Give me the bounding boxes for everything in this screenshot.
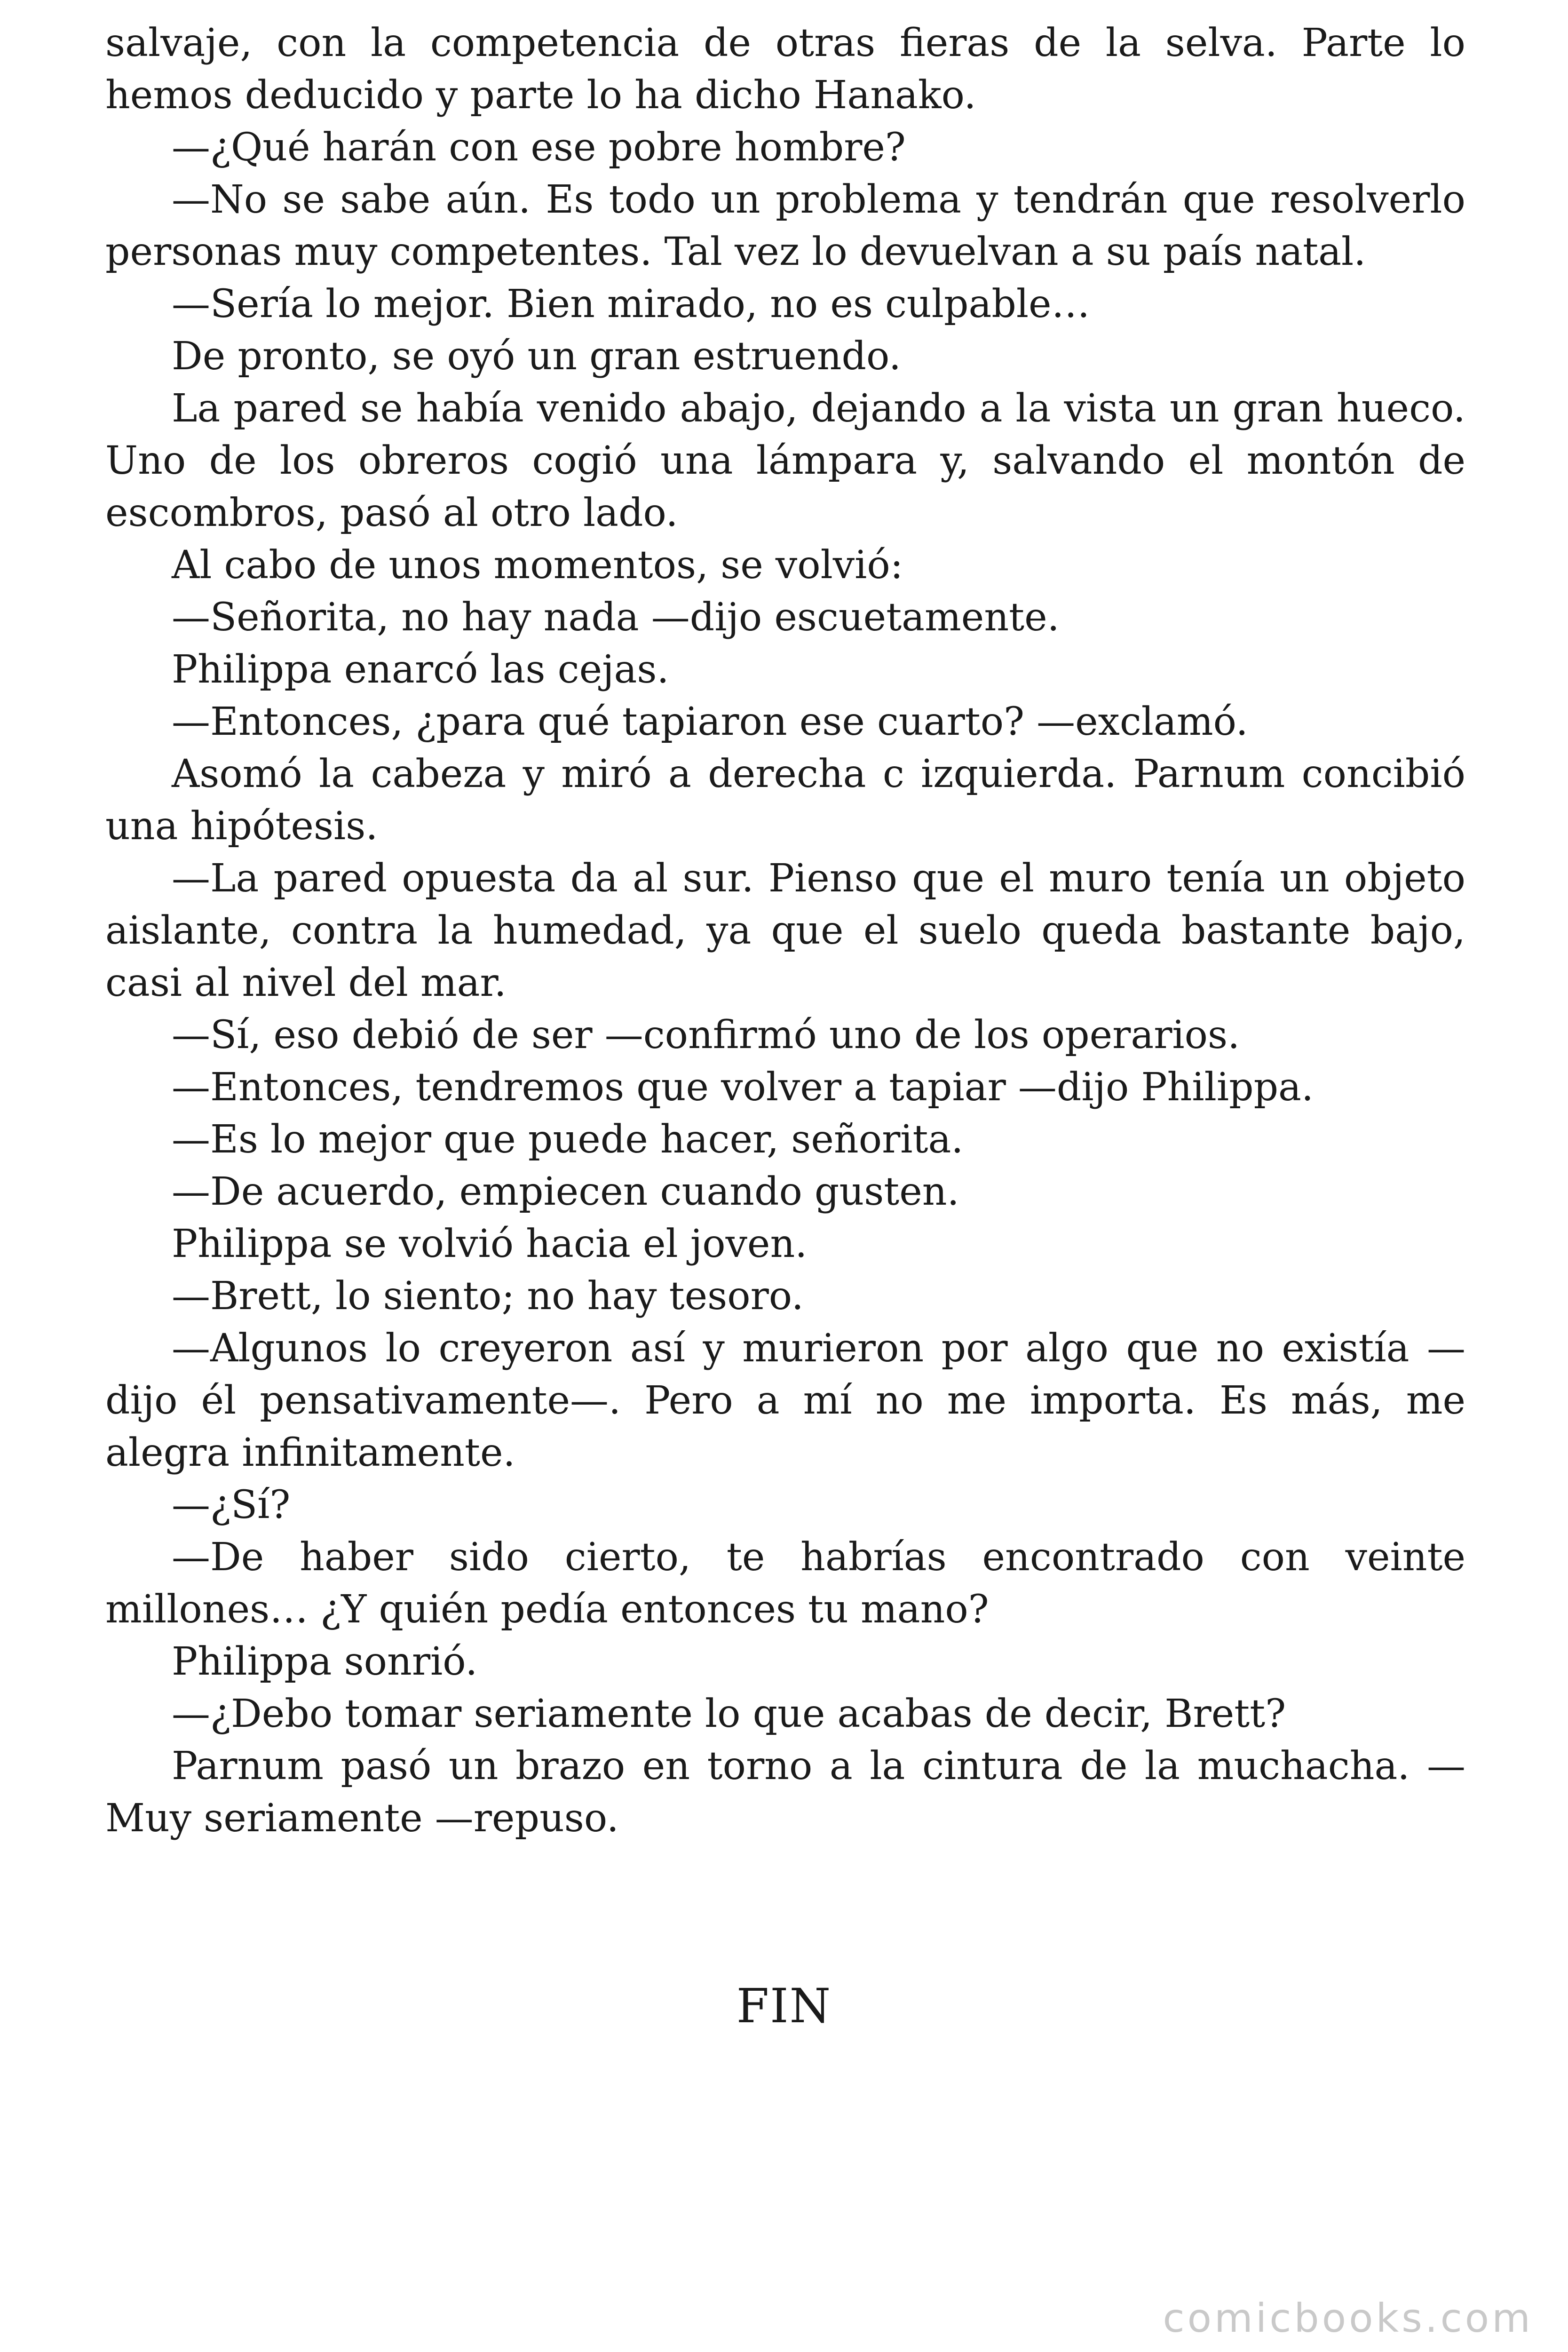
paragraph: De pronto, se oyó un gran estruendo. — [172, 334, 901, 379]
paragraph: —¿Sí? — [172, 1483, 291, 1527]
paragraph: Asomó la cabeza y miró a derecha c izquierda. Parnum concibió una hipótesis. — [105, 752, 1465, 849]
end-heading: FIN — [736, 1979, 832, 2034]
paragraph: —No se sabe aún. Es todo un problema y tendrán que resolverlo personas muy competentes. Tal vez lo devuelvan a su país natal. — [105, 177, 1465, 274]
paragraph: —Entonces, tendremos que volver a tapiar —dijo Philippa. — [172, 1065, 1314, 1110]
paragraph: salvaje, con la competencia de otras fieras de la selva. Parte lo hemos deducido y parte lo ha dicho Hanako. — [105, 21, 1465, 118]
paragraph: Philippa enarcó las cejas. — [172, 647, 669, 692]
paragraph: Parnum pasó un brazo en torno a la cintura de la muchacha. —Muy seriamente —repuso. — [105, 1744, 1465, 1841]
paragraph: —Señorita, no hay nada —dijo escuetamente. — [172, 595, 1060, 640]
paragraph: —Sí, eso debió de ser —confirmó uno de los operarios. — [172, 1013, 1240, 1057]
paragraph: —La pared opuesta da al sur. Pienso que el muro tenía un objeto aislante, contra la humedad, ya que el suelo queda bastante bajo, casi al nivel del mar. — [105, 856, 1465, 1005]
paragraph: —¿Qué harán con ese pobre hombre? — [172, 125, 906, 170]
paragraph: La pared se había venido abajo, dejando a la vista un gran hueco. Uno de los obreros cogió una lámpara y, salvando el montón de escombros, pasó al otro lado. — [105, 386, 1465, 535]
paragraph: —Brett, lo siento; no hay tesoro. — [172, 1274, 804, 1319]
paragraph: —Es lo mejor que puede hacer, señorita. — [172, 1117, 964, 1162]
paragraph: —De acuerdo, empiecen cuando gusten. — [172, 1169, 959, 1214]
watermark-text: comicbooks.com — [1163, 2295, 1533, 2341]
paragraph: —Sería lo mejor. Bien mirado, no es culpable… — [172, 282, 1090, 326]
paragraph: —De haber sido cierto, te habrías encontrado con veinte millones… ¿Y quién pedía entonces tu mano? — [105, 1535, 1465, 1632]
paragraph: —Algunos lo creyeron así y murieron por algo que no existía —dijo él pensativamente—. Pero a mí no me importa. Es más, me alegra infinitamente. — [105, 1326, 1465, 1475]
paragraph: Al cabo de unos momentos, se volvió: — [172, 543, 903, 588]
paragraph: Philippa sonrió. — [172, 1639, 478, 1684]
page-body — [105, 17, 1465, 1844]
paragraph: —Entonces, ¿para qué tapiaron ese cuarto? —exclamó. — [172, 699, 1248, 744]
paragraph: Philippa se volvió hacia el joven. — [172, 1222, 808, 1266]
paragraph: —¿Debo tomar seriamente lo que acabas de decir, Brett? — [172, 1692, 1286, 1736]
